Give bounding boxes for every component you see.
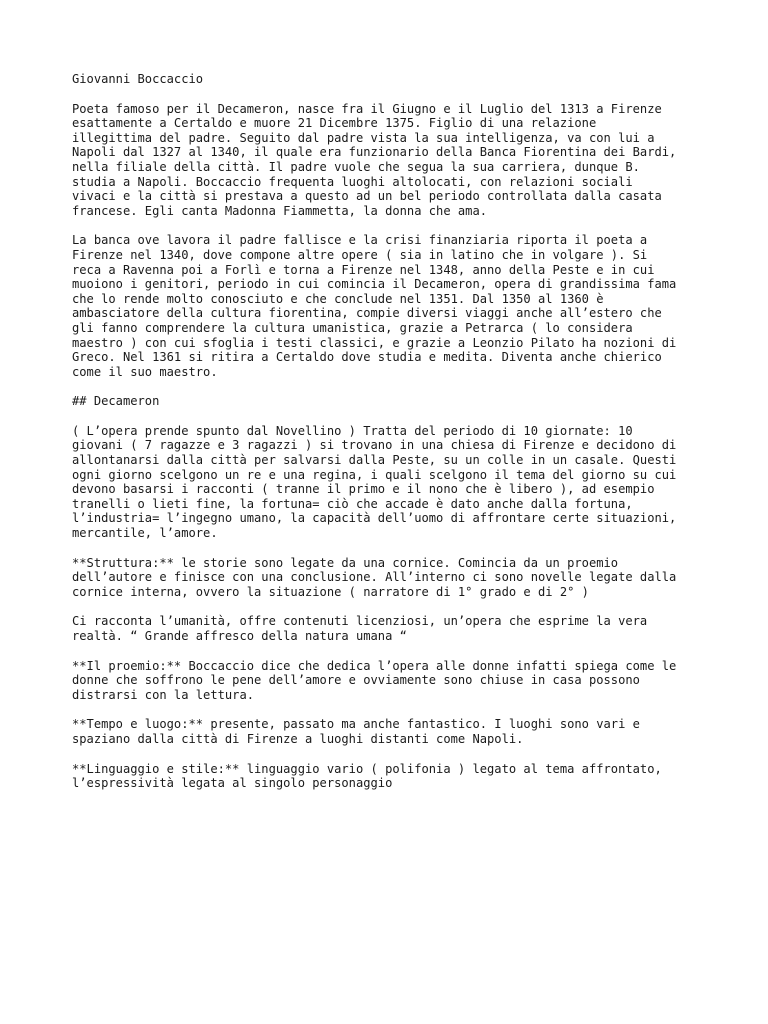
paragraph-umanita: Ci racconta l’umanità, offre contenuti licenziosi, un’opera che esprime la vera realtà. “ Grande affresco della natura umana “ — [72, 614, 648, 643]
document-page — [72, 72, 712, 806]
paragraph-career: La banca ove lavora il padre fallisce e la crisi finanziaria riporta il poeta a Firenze nel 1340, dove compone altre opere ( sia in latino che in volgare ). Si reca a Ravenna poi a Forlì e torna a Firenze nel 1348, anno della Peste e in cui muoiono i genitori, periodo in cui comincia il Decameron, opera di grandissima fama che lo rende molto conosciuto e che conclude nel 1351. Dal 1350 al 1360 è ambasciatore della cultura fiorentina, compie diversi viaggi anche all’estero che gli fanno comprendere la cultura umanistica, grazie a Petrarca ( lo considera maestro ) con cui sfoglia i testi classici, e grazie a Leonzio Pilato ha nozioni di Greco. Nel 1361 si ritira a Certaldo dove studia e medita. Diventa anche chierico come il suo maestro. — [72, 233, 677, 379]
section-heading-decameron: ## Decameron — [72, 394, 160, 409]
paragraph-decameron-plot: ( L’opera prende spunto dal Novellino ) Tratta del periodo di 10 giornate: 10 giovani ( 7 ragazze e 3 ragazzi ) si trovano in una chiesa di Firenze e decidono di allontanarsi dalla città per salvarsi dalla Peste, su un colle in un casale. Questi ogni giorno scelgono un re e una regina, i quali scelgono il tema del giorno su cui devono basarsi i racconti ( tranne il primo e il nono che è libero ), ad esempio tranelli o lieti fine, la fortuna= ciò che accade è dato anche dalla fortuna, l’industria= l’ingegno umano, la capacità dell’uomo di affrontare certe situazioni, mercantile, l’amore. — [72, 423, 677, 541]
paragraph-biography: Poeta famoso per il Decameron, nasce fra il Giugno e il Luglio del 1313 a Firenze esattamente a Certaldo e muore 21 Dicembre 1375. Figlio di una relazione illegittima del padre. Seguito dal padre vista la sua intelligenza, va con lui a Napoli dal 1327 al 1340, il quale era funzionario della Banca Fiorentina dei Bardi, nella filiale della città. Il padre vuole che segua la sua carriera, dunque B. studia a Napoli. Boccaccio frequenta luoghi altolocati, con relazioni sociali vivaci e la città si prestava a questo ad un bel periodo controllata dalla casata francese. Egli canta Madonna Fiammetta, la donna che ama. — [72, 101, 677, 218]
paragraph-tempo-luogo: **Tempo e luogo:** presente, passato ma anche fantastico. I luoghi sono vari e spaziano dalla città di Firenze a luoghi distanti come Napoli. — [72, 717, 640, 746]
document-title: Giovanni Boccaccio — [72, 72, 204, 86]
paragraph-linguaggio-stile: **Linguaggio e stile:** linguaggio vario ( polifonia ) legato al tema affrontato, l’espressività legata al singolo personaggio — [72, 761, 662, 791]
paragraph-proemio: **Il proemio:** Boccaccio dice che dedica l’opera alle donne infatti spiega come le donne che soffrono le pene dell’amore e ovviamente sono chiuse in casa possono distrarsi con la lettura. — [72, 658, 677, 702]
paragraph-struttura: **Struttura:** le storie sono legate da una cornice. Comincia da un proemio dell’autore e finisce con una conclusione. All’interno ci sono novelle legate dalla cornice interna, ovvero la situazione ( narratore di 1° grado e di 2° ) — [72, 555, 677, 599]
